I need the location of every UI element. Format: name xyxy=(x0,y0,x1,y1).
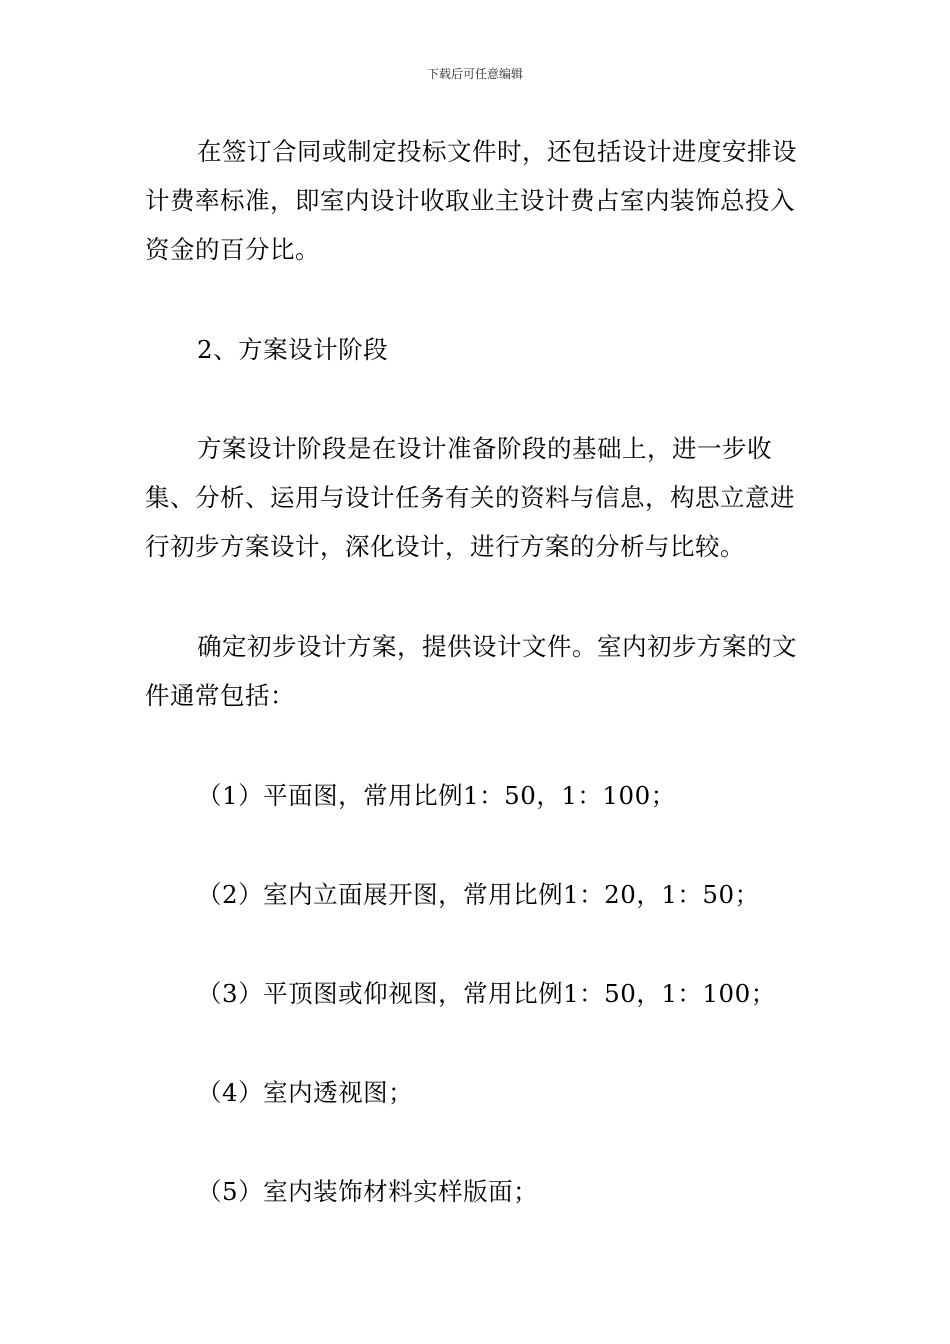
list-item-perspective: （4）室内透视图； xyxy=(197,1078,414,1107)
list-item-ceiling-plan: （3）平顶图或仰视图，常用比例1：50，1：100； xyxy=(197,979,776,1008)
paragraph-preliminary-documents: 确定初步设计方案，提供设计文件。室内初步方案的文件通常包括： xyxy=(145,632,797,710)
paragraph-design-contract: 在签订合同或制定投标文件时，还包括设计进度安排设计费率标准，即室内设计收取业主设计费占室内装饰总投入资金的百分比。 xyxy=(145,137,797,264)
page-header: 下载后可任意编辑 xyxy=(426,67,523,81)
paragraph-scheme-design-stage: 方案设计阶段是在设计准备阶段的基础上，进一步收集、分析、运用与设计任务有关的资料与信息，构思立意进行初步方案设计，深化设计，进行方案的分析与比较。 xyxy=(145,434,795,561)
list-item-elevation: （2）室内立面展开图，常用比例1：20，1：50； xyxy=(197,880,760,909)
list-item-material-samples: （5）室内装饰材料实样版面； xyxy=(197,1177,539,1206)
section-heading-scheme-design: 2、方案设计阶段 xyxy=(197,335,389,364)
list-item-floor-plan: （1）平面图，常用比例1：50，1：100； xyxy=(197,781,676,810)
